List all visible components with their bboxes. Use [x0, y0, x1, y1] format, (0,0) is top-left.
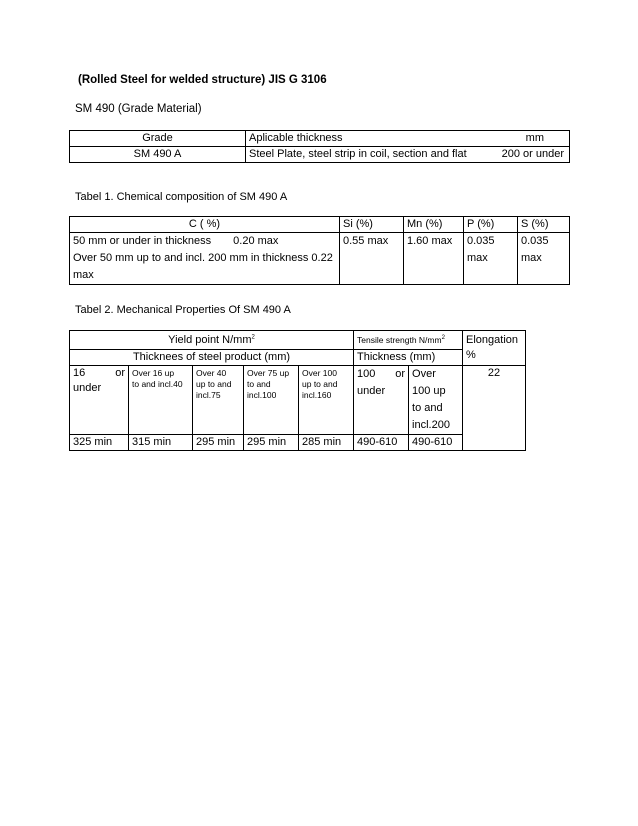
carbon-line1-label: 50 mm or under in thickness [73, 235, 212, 247]
range-40-75-line3: incl.75 [196, 390, 221, 400]
grade-table [69, 130, 570, 163]
thickness-header: Thicknees of steel product (mm) [70, 350, 354, 366]
grade-subtitle: SM 490 (Grade Material) [75, 103, 202, 115]
range-100-160 [299, 366, 354, 435]
yield-point-header [70, 331, 354, 350]
range-75-100-line2: to and [247, 379, 271, 389]
silicon-header: Si (%) [340, 217, 404, 233]
carbon-line1-value: 0.20 max [233, 235, 279, 247]
sulfur-value-line1: 0.035 [521, 235, 549, 247]
range-100-under-under: under [357, 385, 386, 397]
sulfur-header: S (%) [518, 217, 570, 233]
table-row [70, 217, 570, 233]
range-16-40-line1: Over 16 up [132, 368, 175, 378]
range-16-40-line2: to and incl.40 [132, 379, 183, 389]
range-16-under-under: under [73, 382, 102, 394]
phosphorus-value-line2: max [467, 252, 488, 264]
phosphorus-value-line1: 0.035 [467, 235, 495, 247]
range-16-40 [129, 366, 193, 435]
manganese-value: 1.60 max [404, 233, 464, 285]
value-cell: 490-610 [354, 435, 409, 451]
value-cell: 295 min [244, 435, 299, 451]
table-row [70, 350, 526, 366]
range-100-200-line2: 100 up [412, 385, 446, 397]
range-100-160-line3: incl.160 [302, 390, 332, 400]
carbon-line3: max [73, 269, 94, 281]
phosphorus-value [464, 233, 518, 285]
thickness-range: 200 or under [501, 148, 564, 160]
range-100-200-line4: incl.200 [412, 419, 450, 431]
tensile-strength-label: Tensile strength N/mm [357, 334, 442, 345]
thickness-value-label: Steel Plate, steel strip in coil, section and flat [249, 148, 467, 160]
elongation-label: Elongation [466, 334, 519, 346]
chemical-composition-table [69, 216, 570, 285]
range-75-100 [244, 366, 299, 435]
table1-caption: Tabel 1. Chemical composition of SM 490 A [75, 191, 288, 203]
range-100-200-line3: to and [412, 402, 443, 414]
value-cell: 490-610 [409, 435, 463, 451]
table-row [70, 131, 570, 147]
thickness-header-label: Aplicable thickness [249, 132, 343, 144]
sulfur-value-line2: max [521, 252, 542, 264]
elongation-header [463, 331, 526, 366]
thickness-header [246, 131, 570, 147]
carbon-header: C ( %) [70, 217, 340, 233]
table-row [70, 233, 570, 285]
tensile-strength-sup: 2 [441, 334, 445, 341]
table-row [70, 435, 526, 451]
value-cell: 295 min [193, 435, 244, 451]
range-40-75-line2: up to and [196, 379, 232, 389]
sulfur-value [518, 233, 570, 285]
range-100-160-line1: Over 100 [302, 368, 337, 378]
yield-point-label: Yield point N/mm [168, 333, 252, 346]
range-75-100-line1: Over 75 up [247, 368, 290, 378]
range-100-200-line1: Over [412, 368, 436, 380]
elongation-unit: % [466, 349, 476, 361]
unit-header: mm [525, 132, 544, 144]
table-row [70, 331, 526, 350]
grade-header: Grade [70, 131, 246, 147]
manganese-header: Mn (%) [404, 217, 464, 233]
thickness-value [246, 147, 570, 163]
thickness2-header: Thickness (mm) [354, 350, 463, 366]
value-cell: 285 min [299, 435, 354, 451]
carbon-line2: Over 50 mm up to and incl. 200 mm in thickness 0.22 [73, 252, 333, 264]
range-100-under-or: or [395, 368, 406, 380]
range-100-under [354, 366, 409, 435]
table-row [70, 147, 570, 163]
carbon-values [70, 233, 340, 285]
value-cell: 325 min [70, 435, 129, 451]
document-title: (Rolled Steel for welded structure) JIS G 3106 [78, 74, 327, 86]
mechanical-properties-table [69, 330, 526, 451]
silicon-value: 0.55 max [340, 233, 404, 285]
phosphorus-header: P (%) [464, 217, 518, 233]
range-100-160-line2: up to and [302, 379, 338, 389]
table-row [70, 366, 526, 435]
grade-value: SM 490 A [70, 147, 246, 163]
yield-point-sup: 2 [251, 333, 255, 340]
range-16-under-or: or [115, 367, 125, 379]
tensile-strength-header [354, 331, 463, 350]
range-75-100-line3: incl.100 [247, 390, 277, 400]
elongation-value: 22 [463, 366, 526, 451]
range-40-75 [193, 366, 244, 435]
range-16-under-num: 16 [73, 367, 86, 379]
table2-caption: Tabel 2. Mechanical Properties Of SM 490 A [75, 304, 291, 316]
range-40-75-line1: Over 40 [196, 368, 227, 378]
range-100-under-num: 100 [357, 368, 376, 380]
value-cell: 315 min [129, 435, 193, 451]
range-100-200 [409, 366, 463, 435]
range-16-under [70, 366, 129, 435]
